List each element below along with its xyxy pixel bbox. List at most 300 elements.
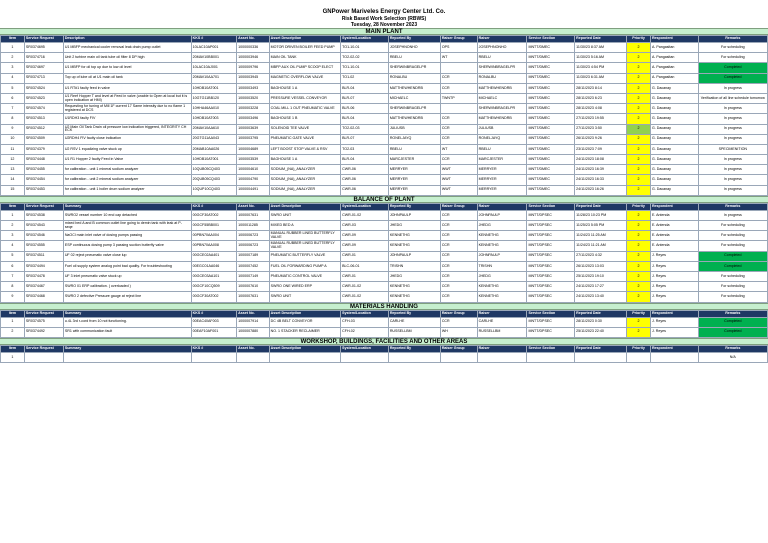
cell-pri (627, 352, 651, 362)
cell-asset: 1000007631 (237, 292, 270, 302)
cell-desc: UF 02 reject pneumatic valve close lup (63, 251, 191, 261)
cell-rep: RONELJAYQ (388, 134, 440, 144)
cell-kks: 10QUB05CQ403 (191, 165, 237, 175)
cell-date: 28/11/2023 6:23 (575, 93, 627, 103)
column-header: Remarks (698, 36, 767, 43)
cell-rgrp: CCR (440, 241, 477, 251)
table-row[interactable] (1, 104, 768, 114)
column-header: Raiser (477, 203, 527, 210)
cell-rem: In progress (698, 175, 767, 185)
cell-svc: MNTT/DPSEC (527, 241, 575, 251)
cell-adesc: BAGHOUSE 1 A (269, 155, 341, 165)
column-header: Item (1, 345, 25, 352)
cell-adesc: MANUAL RUBBER LINED BUTTERFLY VALVE (269, 231, 341, 241)
table-row[interactable] (1, 231, 768, 241)
cell-raiser: JOSEPHNONHO (477, 43, 527, 53)
cell-asset: 1000006723 (237, 241, 270, 251)
cell-svc: MNTT/DPSEC (527, 210, 575, 220)
cell-date: 28/11/2023 0:30 (575, 317, 627, 327)
cell-asset: 1000007631 (237, 210, 270, 220)
cell-desc: NaOCl main inlet valve of dosing pumps passing (63, 231, 191, 241)
cell-item: 3 (1, 63, 25, 73)
cell-sr: SR0374448 (24, 155, 63, 165)
cell-item: 1 (1, 43, 25, 53)
cell-sys: BLR-07 (341, 93, 389, 103)
section-balance-of-plant: BALANCE OF PLANT (0, 196, 768, 203)
cell-sys: CFH-03 (341, 317, 389, 327)
cell-adesc: PNEUMATIC BUTTERFLY VALVE (269, 251, 341, 261)
cell-rem: In progress (698, 185, 767, 195)
cell-svc: MNTT/DPSEC (527, 282, 575, 292)
column-header: Item (1, 36, 25, 43)
table-row[interactable] (1, 114, 768, 124)
cell-kks: 10QUP10CQ403 (191, 185, 237, 195)
column-header: Service Section (527, 203, 575, 210)
cell-rem: Completed (698, 261, 767, 271)
cell-pri: 2 (627, 155, 651, 165)
column-header: Service Request (24, 310, 63, 317)
cell-raiser: MICHAELC (477, 93, 527, 103)
cell-rgrp: CCR (440, 261, 477, 271)
column-header: Priority (627, 345, 651, 352)
cell-date: 26/11/2023 13:03 (575, 261, 627, 271)
column-header: Description (63, 36, 191, 43)
table-row[interactable] (1, 352, 768, 362)
cell-adesc: NO. 1 STACKER RECLAIMER (269, 327, 341, 337)
section-main-plant: MAIN PLANT (0, 28, 768, 35)
cell-desc: Requesting for tuning of Mill 1F current 17 Same intensity due to no flame 1 registered at DCS (63, 104, 191, 114)
cell-resp: A. Pangasitan (650, 43, 698, 53)
cell-resp: E. Antenda (650, 231, 698, 241)
column-header: Raiser (477, 345, 527, 352)
cell-pri: 2 (627, 241, 651, 251)
column-header: Remarks (698, 203, 767, 210)
column-header: Respondent (650, 36, 698, 43)
cell-date: 24/11/2023 16:26 (575, 185, 627, 195)
cell-rep: RBELU (388, 53, 440, 63)
cell-kks: 20MAV10BB001 (191, 53, 237, 63)
cell-resp: G. Dacanay (650, 124, 698, 134)
cell-sr: SR0374453 (24, 185, 63, 195)
cell-desc: U2RDH4 FIV faulty close indication (63, 134, 191, 144)
cell-resp: G. Dacanay (650, 93, 698, 103)
cell-item: 6 (1, 261, 25, 271)
cell-rgrp: WT (440, 144, 477, 154)
cell-resp: J. Reyes (650, 282, 698, 292)
cell-rgrp: WWT (440, 175, 477, 185)
cell-rgrp: CCR (440, 292, 477, 302)
cell-resp: G. Dacanay (650, 185, 698, 195)
cell-asset: 1000004491 (237, 185, 270, 195)
table-row[interactable] (1, 53, 768, 63)
cell-resp: G. Dacanay (650, 155, 698, 165)
column-header: Summary (63, 310, 191, 317)
cell-resp: J. Reyes (650, 261, 698, 271)
cell-kks: 00PBN70AA008 (191, 241, 237, 251)
cell-raiser: KENNETHG (477, 282, 527, 292)
cell-svc: MNTT/DMEC (527, 114, 575, 124)
cell-pri: 2 (627, 210, 651, 220)
cell-date: 25/11/2023 22:40 (575, 327, 627, 337)
cell-rgrp: CCR (440, 155, 477, 165)
cell-raiser: JHEDG (477, 221, 527, 231)
cell-asset: 1000003496 (237, 114, 270, 124)
cell-adesc: MAGNETIC OVERFLOW VALVE (269, 73, 341, 83)
cell-rem: In progress (698, 124, 767, 134)
column-header: Reported By (388, 36, 440, 43)
cell-kks: 00GCF30AT002 (191, 210, 237, 220)
column-header: Respondent (650, 345, 698, 352)
cell-rep: RONALBU (388, 73, 440, 83)
cell-rep: CARLHE (388, 317, 440, 327)
table-row[interactable] (1, 292, 768, 302)
cell-kks: 10LAC10AP001 (191, 43, 237, 53)
cell-asset: 1000003228 (237, 104, 270, 114)
cell-rem: Completed (698, 317, 767, 327)
table-row[interactable] (1, 93, 768, 103)
cell-sys: BLR-04 (341, 155, 389, 165)
cell-svc: MNTT/DMEC (527, 124, 575, 134)
column-header: Service Request (24, 345, 63, 352)
table-row[interactable] (1, 63, 768, 73)
cell-kks: 00EGC01AA046 (191, 261, 237, 271)
cell-asset: 1000007610 (237, 282, 270, 292)
cell-adesc: MAIN OIL TANK (269, 53, 341, 63)
cell-raiser: KENNETHG (477, 241, 527, 251)
cell-asset: 1000003795 (237, 134, 270, 144)
table-row[interactable] (1, 251, 768, 261)
cell-sr: SR0374455 (24, 165, 63, 175)
cell-svc: MNTT/DPSEC (527, 292, 575, 302)
column-header: Reported Date (575, 345, 627, 352)
table-row[interactable] (1, 210, 768, 220)
cell-date: 23/11/2023 7:09 (575, 144, 627, 154)
cell-item: 7 (1, 271, 25, 281)
column-header: System/Location (341, 36, 389, 43)
cell-adesc: PNEUMATIC GATE VALVE (269, 134, 341, 144)
cell-item: 9 (1, 124, 25, 134)
cell-sys: BLC-06-01 (341, 261, 389, 271)
cell-date: 11/30/23 8:37 AM (575, 43, 627, 53)
column-header: Item (1, 203, 25, 210)
column-header: Reported Date (575, 36, 627, 43)
cell-desc: U1RDH3 faulty FIV (63, 114, 191, 124)
cell-asset: 1000003639 (237, 124, 270, 134)
cell-pri: 2 (627, 134, 651, 144)
cell-rep: MERRYER (388, 185, 440, 195)
cell-svc: MNTT/DMEC (527, 134, 575, 144)
column-header: KKS # (191, 36, 237, 43)
cell-rgrp: CCR (440, 134, 477, 144)
cell-sys: BLR-04 (341, 114, 389, 124)
cell-sr: SR0374511 (24, 251, 63, 261)
cell-rep: MICHAELC (388, 93, 440, 103)
cell-raiser: KENNETHG (477, 292, 527, 302)
column-header: Respondent (650, 310, 698, 317)
cell-kks: 10HDB10AT001 (191, 155, 237, 165)
cell-sys: CWR-01 (341, 251, 389, 261)
cell-svc: MNTT/DPSEC (527, 261, 575, 271)
cell-sr: SR0374574 (24, 104, 63, 114)
cell-pri: 2 (627, 43, 651, 53)
cell-date: 24/11/2023 16:39 (575, 165, 627, 175)
cell-rem: For scheduling (698, 241, 767, 251)
cell-sr: SR0374494 (24, 261, 63, 271)
cell-desc: U1 Reef Hopper T and level at Feed in valve (unable to Open at local but it is open indication at HMI) (63, 93, 191, 103)
table-row[interactable] (1, 134, 768, 144)
cell-item: 2 (1, 327, 25, 337)
cell-date: 28/11/2023 8:14 (575, 83, 627, 93)
table-row[interactable] (1, 221, 768, 231)
cell-rgrp: CCR (440, 282, 477, 292)
cell-item: 4 (1, 73, 25, 83)
table-row[interactable] (1, 271, 768, 281)
cell-kks: 00PBN70AA004 (191, 231, 237, 241)
cell-asset: 1000003539 (237, 155, 270, 165)
cell-desc: U1 RT#1 faulty feed in valve (63, 83, 191, 93)
cell-asset: 1000003520 (237, 93, 270, 103)
cell-rgrp: CCR (440, 231, 477, 241)
cell-rep: KENNETHG (388, 231, 440, 241)
cell-pri: 2 (627, 317, 651, 327)
cell-asset: 1000009796 (237, 63, 270, 73)
cell-pri: 2 (627, 231, 651, 241)
column-header: Service Section (527, 345, 575, 352)
cell-raiser: CARLHE (477, 317, 527, 327)
cell-rep: KENNETHG (388, 241, 440, 251)
cell-kks: 10HDB10AT001 (191, 83, 237, 93)
workshop-table (0, 345, 768, 363)
cell-kks (191, 352, 237, 362)
cell-raiser: TRISHN (477, 261, 527, 271)
cell-sys: CWR-06 (341, 165, 389, 175)
cell-rep: JULIUSB (388, 124, 440, 134)
cell-kks: 00GCF10CQ509 (191, 282, 237, 292)
section-materials-handling: MATERIALS HANDLING (0, 303, 768, 310)
cell-rgrp (440, 352, 477, 362)
cell-date: 24/11/2023 18:08 (575, 155, 627, 165)
cell-rem: N/A (698, 352, 767, 362)
cell-sr: SR0374513 (24, 114, 63, 124)
cell-sys: BLR-07 (341, 134, 389, 144)
cell-rep: TRISHN (388, 261, 440, 271)
cell-pri: 2 (627, 165, 651, 175)
table-row[interactable] (1, 73, 768, 83)
column-header: System/Location (341, 345, 389, 352)
cell-raiser: MARCJESTER (477, 155, 527, 165)
cell-pri: 2 (627, 282, 651, 292)
cell-date: 11/30/23 4:54 PM (575, 63, 627, 73)
cell-svc: MNTT/DMEC (527, 63, 575, 73)
cell-rem: In progress (698, 134, 767, 144)
cell-rgrp: CCR (440, 83, 477, 93)
cell-desc: ESP continuous dosing pump 3 passing suction butterfly valve (63, 241, 191, 251)
cell-desc: for calibration - unit 2 mineral sodium analyzer (63, 175, 191, 185)
column-header: Service Request (24, 203, 63, 210)
cell-kks: 10GTG11BB120 (191, 93, 237, 103)
cell-asset: 1000007880 (237, 327, 270, 337)
cell-sr: SR0374697 (24, 63, 63, 73)
column-header: Asset Description (269, 36, 341, 43)
table-row[interactable] (1, 43, 768, 53)
cell-rep: JOHNPAULP (388, 251, 440, 261)
cell-rgrp: CCR (440, 221, 477, 231)
cell-sys: CWR-06 (341, 175, 389, 185)
cell-raiser: JOHNPAULP (477, 210, 527, 220)
cell-date: 27/11/2023 4:32 (575, 251, 627, 261)
cell-rep: MARCJESTER (388, 155, 440, 165)
table-row[interactable] (1, 175, 768, 185)
cell-kks: 10LAC10AJ001 (191, 63, 237, 73)
cell-resp: E. Antenda (650, 241, 698, 251)
cell-sys: TO2-02-03 (341, 124, 389, 134)
cell-rgrp: WWT (440, 185, 477, 195)
cell-sys: CWR-01-02 (341, 282, 389, 292)
cell-resp: G. Dacanay (650, 114, 698, 124)
cell-sr: SR0374492 (24, 327, 63, 337)
column-header: Raiser (477, 36, 527, 43)
table-row[interactable] (1, 327, 768, 337)
cell-date: 27/11/2023 3:50 (575, 124, 627, 134)
cell-pri: 2 (627, 144, 651, 154)
cell-raiser: RBELU (477, 144, 527, 154)
cell-desc: SWRO2 vessel number 10 end cap detached (63, 210, 191, 220)
cell-rep: SHERWINBRAGELPR (388, 104, 440, 114)
cell-asset: 1000003946 (237, 53, 270, 63)
cell-pri: 2 (627, 251, 651, 261)
cell-kks: 20MAB10AA026 (191, 144, 237, 154)
cell-item: 4 (1, 241, 25, 251)
table-row[interactable] (1, 261, 768, 271)
cell-sr: SR0374467 (24, 282, 63, 292)
cell-asset: 1000006723 (237, 231, 270, 241)
cell-asset: 1000004790 (237, 175, 270, 185)
cell-sr: SR0374454 (24, 175, 63, 185)
cell-kks: 20MAV10AA610 (191, 124, 237, 134)
column-header: Reported Date (575, 203, 627, 210)
column-header: Respondent (650, 203, 698, 210)
column-header: Reported By (388, 203, 440, 210)
cell-sr: SR0374713 (24, 73, 63, 83)
cell-resp: J. Reyes (650, 292, 698, 302)
cell-rgrp: CCR (440, 124, 477, 134)
cell-adesc: SWRO UNIT (269, 292, 341, 302)
table-row[interactable] (1, 165, 768, 175)
cell-svc: MNTT/DPSEC (527, 221, 575, 231)
cell-desc: SWRO 2 defective Pressure gauge at reject line (63, 292, 191, 302)
cell-sys: TO1-10-01 (341, 63, 389, 73)
cell-rgrp (440, 63, 477, 73)
cell-pri: 2 (627, 175, 651, 185)
table-row[interactable] (1, 185, 768, 195)
cell-rem: For scheduling (698, 282, 767, 292)
cell-sys: CWR-09 (341, 231, 389, 241)
cell-asset: 1000003945 (237, 73, 270, 83)
company-name: GNPower Mariveles Energy Center Ltd. Co. (322, 9, 446, 15)
cell-raiser: MERRYER (477, 165, 527, 175)
cell-desc: UF 3 inlet pneumatic valve stuck up (63, 271, 191, 281)
cell-desc: U1 R1 Hopper 2 faulty Feed in Valve (63, 155, 191, 165)
cell-resp: E. Antenda (650, 210, 698, 220)
cell-date: 24/11/2023 16:33 (575, 175, 627, 185)
cell-sr: SR0374546 (24, 231, 63, 241)
cell-resp: J. Reyes (650, 271, 698, 281)
table-row[interactable] (1, 83, 768, 93)
cell-raiser: MERRYER (477, 185, 527, 195)
column-header: Raiser Group (440, 310, 477, 317)
cell-svc: MNTT/DMEC (527, 165, 575, 175)
cell-date: 25/11/2023 19:10 (575, 271, 627, 281)
cell-pri: 2 (627, 114, 651, 124)
cell-desc (63, 352, 191, 362)
cell-sr: SR0374523 (24, 93, 63, 103)
column-header: Raiser Group (440, 345, 477, 352)
cell-sr: SR0374379 (24, 144, 63, 154)
cell-rem: In progress (698, 104, 767, 114)
cell-adesc: COAL MILL 1 OUT PNEUMATIC VALVE (269, 104, 341, 114)
column-header: System/Location (341, 203, 389, 210)
table-row[interactable] (1, 282, 768, 292)
cell-desc: Fuel oil supply system analog point bad quality. For troubleshooting (63, 261, 191, 271)
cell-adesc: BAGHOUSE 1 B (269, 114, 341, 124)
cell-desc: for calibration - unit 1 mineral sodium analyzer (63, 165, 191, 175)
cell-adesc: PRESSURE VESSEL CONVEYOR (269, 93, 341, 103)
cell-resp: A. Pangasitan (650, 53, 698, 63)
cell-rem: In progress (698, 165, 767, 175)
cell-raiser: MATTHEWHENDRB (477, 114, 527, 124)
column-header: KKS # (191, 345, 237, 352)
cell-date: 11/30/23 6:31 AM (575, 73, 627, 83)
cell-desc: SWRO 01 ERP calibration. ( overloaded ) (63, 282, 191, 292)
cell-rep (388, 352, 440, 362)
cell-rep: SHERWINBRAGELPR (388, 63, 440, 73)
cell-resp: J. Reyes (650, 327, 698, 337)
cell-resp: G. Dacanay (650, 175, 698, 185)
cell-resp: J. Reyes (650, 251, 698, 261)
cell-rep: RBELU (388, 144, 440, 154)
cell-sr (24, 352, 63, 362)
cell-item: 10 (1, 134, 25, 144)
cell-raiser: JULIUSB (477, 124, 527, 134)
cell-rem: For scheduling (698, 231, 767, 241)
cell-adesc: SODIUM_(NA)_ANALYZER (269, 185, 341, 195)
cell-rem: Verification of all line schedule tomorrow (698, 93, 767, 103)
cell-sr: SR0374509 (24, 134, 63, 144)
table-row[interactable] (1, 124, 768, 134)
cell-svc: MNTT/DPSEC (527, 327, 575, 337)
cell-rgrp: CCR (440, 114, 477, 124)
cell-pri: 2 (627, 93, 651, 103)
cell-svc (527, 352, 575, 362)
table-row[interactable] (1, 155, 768, 165)
section-workshop: WORKSHOP, BUILDINGS, FACILITIES AND OTHER AREAS (0, 338, 768, 345)
table-row[interactable] (1, 317, 768, 327)
cell-sys: CFH-02 (341, 327, 389, 337)
cell-asset: 1000007189 (237, 251, 270, 261)
cell-sr: SR0374575 (24, 317, 63, 327)
cell-date: 11/25/23 5:05 PM (575, 221, 627, 231)
table-row[interactable] (1, 144, 768, 154)
cell-rgrp: TWNTP (440, 93, 477, 103)
cell-sr: SR0374524 (24, 83, 63, 93)
cell-rep: JOHNPAULP (388, 210, 440, 220)
cell-resp: G. Dacanay (650, 165, 698, 175)
cell-raiser: RBELU (477, 53, 527, 63)
cell-adesc: SWRO ONE WIRED ERP (269, 282, 341, 292)
cell-pri: 2 (627, 83, 651, 93)
table-row[interactable] (1, 241, 768, 251)
cell-svc: MNTT/DMEC (527, 155, 575, 165)
